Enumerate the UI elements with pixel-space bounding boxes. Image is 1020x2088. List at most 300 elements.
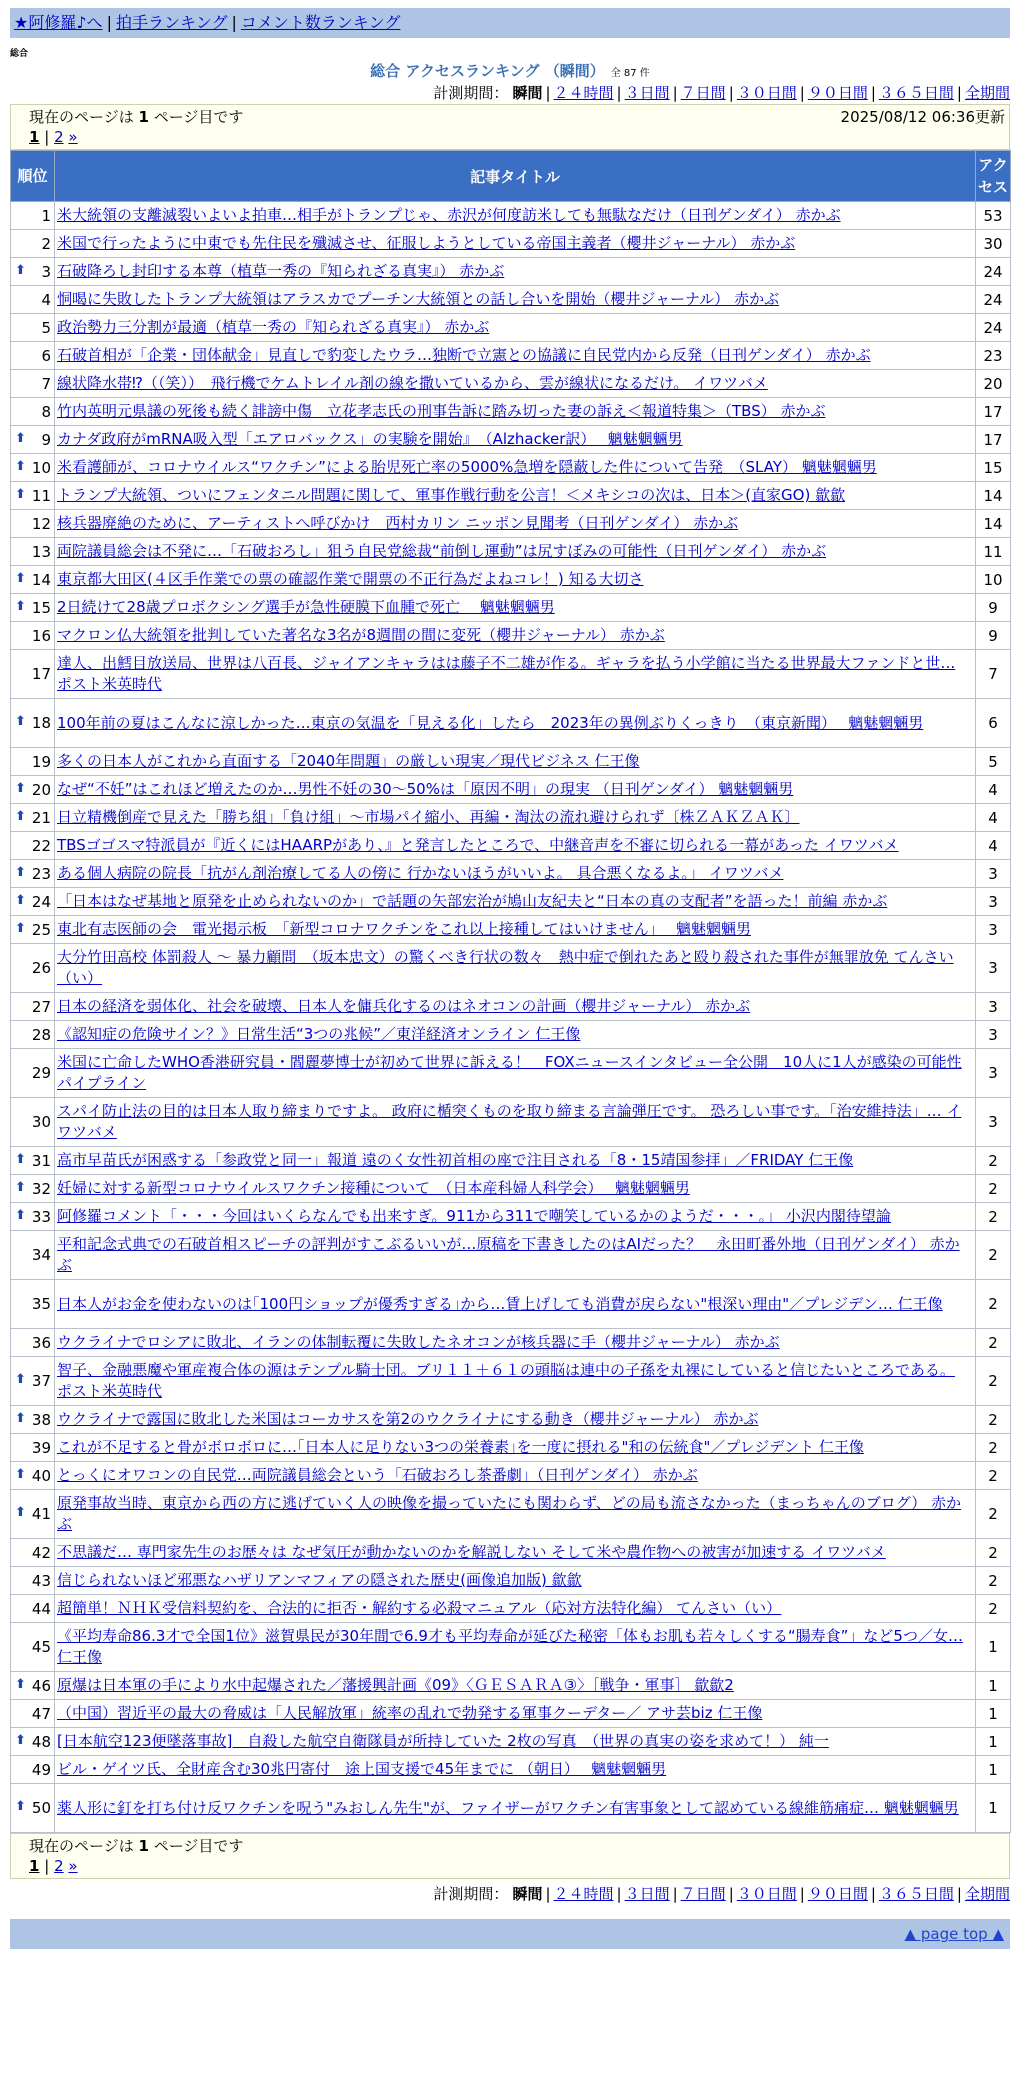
- table-row: [11, 1672, 1011, 1700]
- title-cell: [55, 370, 976, 398]
- article-title-link[interactable]: TBSゴゴスマ特派員が『近くにはHAARPがあり、』と発言したところで、中継音声を不審に切られる一幕があった イワツバメ: [57, 836, 899, 854]
- clap-ranking-link[interactable]: 拍手ランキング: [115, 13, 228, 32]
- table-row: [11, 1231, 1011, 1280]
- article-title-link[interactable]: 智子、金融悪魔や軍産複合体の源はテンプル騎士団。ブリ１１＋６１の頭脳は連中の子孫を丸裸にしていると信じたいところである。 ポスト米英時代: [57, 1361, 955, 1400]
- title-cell: [55, 776, 976, 804]
- article-title-link[interactable]: 達人、出鱈目放送局、世界は八百長、ジャイアンキャラはは藤子不二雄が作る。ギャラを払う小学館に当たる世界最大ファンドと世… ポスト米英時代: [57, 654, 956, 693]
- access-count: 2: [976, 1595, 1011, 1623]
- access-count: 23: [976, 342, 1011, 370]
- up-arrow-icon: ⬆: [15, 1207, 26, 1223]
- article-title-link[interactable]: 核兵器廃絶のために、アーティストへ呼びかけ 西村カリン ニッポン見聞考（日刊ゲンダイ） 赤かぶ: [57, 514, 739, 532]
- article-title-link[interactable]: 竹内英明元県議の死後も続く誹謗中傷 立花孝志氏の刑事告訴に踏み切った妻の訴え＜報道特集＞（TBS） 赤かぶ: [57, 402, 826, 420]
- access-count: 1: [976, 1623, 1011, 1672]
- rank-cell: [11, 1623, 55, 1672]
- rank-number: 24: [31, 892, 51, 911]
- title-cell: [55, 1175, 976, 1203]
- access-count: 2: [976, 1203, 1011, 1231]
- rank-number: 1: [41, 206, 51, 225]
- up-arrow-icon: ⬆: [15, 262, 26, 278]
- up-arrow-icon: ⬆: [15, 1732, 26, 1748]
- table-row: [11, 202, 1011, 230]
- article-title-link[interactable]: 米看護師が、コロナウイルス“ワクチン”による胎児死亡率の5000%急増を隠蔽した件について告発 （SLAY） 魑魅魍魎男: [57, 458, 877, 476]
- page-status-suffix: ページ目です: [153, 1837, 244, 1855]
- rank-number: 38: [31, 1410, 51, 1429]
- rank-number: 19: [31, 752, 51, 771]
- article-title-link[interactable]: 日立精機倒産で見えた「勝ち組」「負け組」〜市場パイ縮小、再編・淘汰の流れ避けられず〔株ＺＡＫＺＡＫ〕: [57, 808, 800, 826]
- table-row: [11, 230, 1011, 258]
- article-title-link[interactable]: 石破首相が「企業・団体献金」見直しで豹変したウラ…独断で立憲との協議に自民党内から反発（日刊ゲンダイ） 赤かぶ: [57, 346, 871, 364]
- rank-number: 27: [31, 997, 51, 1016]
- up-arrow-icon: ⬆: [15, 1799, 26, 1814]
- rank-cell: [11, 202, 55, 230]
- table-row: [11, 1539, 1011, 1567]
- access-count: 10: [976, 566, 1011, 594]
- access-count: 53: [976, 202, 1011, 230]
- access-count: 14: [976, 510, 1011, 538]
- access-count: 3: [976, 944, 1011, 993]
- table-row: [11, 1434, 1011, 1462]
- rank-number: 32: [31, 1179, 51, 1198]
- period-option-link[interactable]: ７日間: [680, 1885, 726, 1903]
- access-count: 4: [976, 832, 1011, 860]
- table-row: [11, 1700, 1011, 1728]
- title-cell: [55, 314, 976, 342]
- title-cell: [55, 622, 976, 650]
- access-count: 2: [976, 1567, 1011, 1595]
- table-row: [11, 1462, 1011, 1490]
- article-title-link[interactable]: ウクライナでロシアに敗北、イランの体制転覆に失敗したネオコンが核兵器に手（櫻井ジャーナル） 赤かぶ: [57, 1333, 780, 1351]
- table-row: [11, 258, 1011, 286]
- page-status-suffix: ページ目です: [153, 108, 244, 126]
- period-option-link[interactable]: ７日間: [680, 84, 726, 102]
- up-arrow-icon: ⬆: [15, 1151, 26, 1167]
- access-count: 24: [976, 314, 1011, 342]
- rank-cell: [11, 398, 55, 426]
- period-label: 計測期間：: [433, 84, 509, 102]
- article-title-link[interactable]: 日本の経済を弱体化、社会を破壊、日本人を傭兵化するのはネオコンの計画（櫻井ジャーナル） 赤かぶ: [57, 997, 751, 1015]
- title-cell: [55, 1595, 976, 1623]
- period-option-link[interactable]: ３６５日間: [878, 84, 954, 102]
- rank-cell: [11, 888, 55, 916]
- title-cell: [55, 916, 976, 944]
- rank-number: 23: [31, 864, 51, 883]
- period-option-link[interactable]: ３６５日間: [878, 1885, 954, 1903]
- rank-number: 30: [31, 1113, 51, 1131]
- up-arrow-icon: ⬆: [15, 1372, 26, 1387]
- access-count: 2: [976, 1280, 1011, 1329]
- article-title-link[interactable]: 原爆は日本軍の手により水中起爆された／藩援興計画《09》〈ＧＥＳＡＲＡ③〉［戦争・軍事］ 歙歙2: [57, 1676, 734, 1694]
- home-link[interactable]: ★阿修羅♪へ: [14, 13, 103, 32]
- period-label: 計測期間：: [433, 1885, 509, 1903]
- article-title-link[interactable]: トランプ大統領、ついにフェンタニル問題に関して、軍事作戦行動を公言！＜メキシコの次は、日本＞(直家GO) 歙歙: [57, 486, 846, 504]
- access-count: 17: [976, 398, 1011, 426]
- rank-number: 33: [31, 1207, 51, 1226]
- title-cell: [55, 1784, 976, 1833]
- rank-number: 45: [31, 1638, 51, 1656]
- table-row: [11, 566, 1011, 594]
- article-title-link[interactable]: 薬人形に釘を打ち付け反ワクチンを呪う"みおしん先生"が、ファイザーがワクチン有害事象として認めている線維筋痛症… 魑魅魍魎男: [57, 1798, 959, 1817]
- page-separator: |: [44, 1857, 50, 1875]
- rank-cell: [11, 776, 55, 804]
- article-title-link[interactable]: 両院議員総会は不発に…「石破おろし」狙う自民党総裁“前倒し運動”は尻すぼみの可能性（日刊ゲンダイ） 赤かぶ: [57, 542, 827, 560]
- section-label: 総合: [10, 49, 29, 59]
- rank-cell: [11, 1700, 55, 1728]
- period-option-link[interactable]: ９０日間: [807, 84, 868, 102]
- rank-number: 21: [31, 808, 51, 827]
- article-title-link[interactable]: 東京都大田区(４区手作業での票の確認作業で開票の不正行為だよねコレ！) 知る大切さ: [57, 570, 644, 588]
- article-title-link[interactable]: ビル・ゲイツ氏、全財産含む30兆円寄付 途上国支援で45年までに （朝日） 魑魅魍魎男: [57, 1760, 667, 1778]
- nav-separator: |: [106, 13, 112, 32]
- article-title-link[interactable]: （中国）習近平の最大の脅威は「人民解放軍」統率の乱れで勃発する軍事クーデター／ アサ芸biz 仁王像: [57, 1704, 763, 1722]
- rank-cell: [11, 748, 55, 776]
- rank-number: 10: [31, 458, 51, 477]
- article-title-link[interactable]: 米国で行ったように中東でも先住民を殲滅させ、征服しようとしている帝国主義者（櫻井ジャーナル） 赤かぶ: [57, 234, 796, 252]
- article-title-link[interactable]: 線状降水帯⁉（（笑）） 飛行機でケムトレイル剤の線を撒いているから、雲が線状になるだけ。 イワツバメ: [57, 374, 768, 392]
- rank-number: 42: [31, 1543, 51, 1562]
- rank-cell: [11, 454, 55, 482]
- table-row: [11, 398, 1011, 426]
- title-cell: [55, 1623, 976, 1672]
- article-title-link[interactable]: 恫喝に失敗したトランプ大統領はアラスカでプーチン大統領との話し合いを開始（櫻井ジャーナル） 赤かぶ: [57, 290, 780, 308]
- table-row: [11, 1021, 1011, 1049]
- title-cell: [55, 1567, 976, 1595]
- up-arrow-icon: ⬆: [15, 430, 26, 446]
- article-title-link[interactable]: 妊婦に対する新型コロナウイルスワクチン接種について （日本産科婦人科学会） 魑魅魍魎男: [57, 1179, 690, 1197]
- rank-cell: [11, 1406, 55, 1434]
- total-count: 全 87 件: [610, 68, 650, 79]
- period-option-link[interactable]: ３０日間: [736, 84, 797, 102]
- table-row: [11, 916, 1011, 944]
- period-separator: |: [672, 1885, 678, 1903]
- title-cell: [55, 286, 976, 314]
- rank-cell: [11, 650, 55, 699]
- page-status-prefix: 現在のページは: [29, 1837, 134, 1855]
- access-count: 2: [976, 1406, 1011, 1434]
- table-row: [11, 594, 1011, 622]
- rank-cell: [11, 1147, 55, 1175]
- article-title-link[interactable]: 多くの日本人がこれから直面する「2040年問題」の厳しい現実／現代ビジネス 仁王像: [57, 752, 640, 770]
- rank-cell: [11, 699, 55, 748]
- period-option-link[interactable]: ３日間: [624, 84, 670, 102]
- title-cell: [55, 1231, 976, 1280]
- rank-number: 7: [41, 374, 51, 393]
- article-title-link[interactable]: 阿修羅コメント「・・・今回はいくらなんでも出来すぎ。911から311で嘲笑しているかのようだ・・・。」 小沢内閣待望論: [57, 1207, 891, 1225]
- rank-number: 50: [31, 1799, 51, 1817]
- page-status-prefix: 現在のページは: [29, 108, 134, 126]
- table-row: [11, 1784, 1011, 1833]
- article-title-link[interactable]: 米大統領の支離滅裂いよいよ拍車…相手がトランプじゃ、赤沢が何度訪米しても無駄なだけ（日刊ゲンダイ） 赤かぶ: [57, 206, 841, 224]
- article-title-link[interactable]: 信じられないほど邪悪なハザリアンマフィアの隠された歴史(画像追加版) 歙歙: [57, 1571, 582, 1589]
- article-title-link[interactable]: カナダ政府がmRNA吸入型「エアロバックス」の実験を開始』 （Alzhacker訳） 魑魅魍魎男: [57, 430, 683, 448]
- access-count: 2: [976, 1539, 1011, 1567]
- table-row: [11, 776, 1011, 804]
- rank-number: 40: [31, 1466, 51, 1485]
- article-title-link[interactable]: 《平均寿命86.3才で全国1位》滋賀県民が30年間で6.9才も平均寿命が延びた秘密「体もお肌も若々しくする“腸寿食”」など5つ／女… 仁王像: [57, 1627, 963, 1666]
- access-count: 2: [976, 1175, 1011, 1203]
- rank-number: 35: [31, 1295, 51, 1313]
- article-title-link[interactable]: [日本航空123便墜落事故] 自殺した航空自衛隊員が所持していた 2枚の写真 （世界の真実の姿を求めて！） 純一: [57, 1732, 829, 1750]
- rank-cell: [11, 993, 55, 1021]
- article-title-link[interactable]: 不思議だ… 専門家先生のお歴々は なぜ気圧が動かないのかを解説しない そして米や農作物への被害が加速する イワツバメ: [57, 1543, 886, 1561]
- rank-number: 26: [31, 959, 51, 977]
- rank-cell: [11, 622, 55, 650]
- rank-cell: [11, 482, 55, 510]
- access-count: 3: [976, 916, 1011, 944]
- rank-number: 22: [31, 836, 51, 855]
- period-separator: |: [799, 84, 805, 102]
- title-cell: [55, 1434, 976, 1462]
- title-cell: [55, 1728, 976, 1756]
- table-row: [11, 1203, 1011, 1231]
- rank-number: 4: [41, 290, 51, 309]
- rank-cell: [11, 1203, 55, 1231]
- article-title-link[interactable]: マクロン仏大統領を批判していた著名な3名が8週間の間に変死（櫻井ジャーナル） 赤かぶ: [57, 626, 665, 644]
- footer-bar: [10, 1919, 1010, 1949]
- article-title-link[interactable]: とっくにオワコンの自民党…両院議員総会という「石破おろし茶番劇」（日刊ゲンダイ） 赤かぶ: [57, 1466, 698, 1484]
- rank-number: 17: [31, 665, 51, 683]
- access-count: 4: [976, 776, 1011, 804]
- rank-cell: [11, 860, 55, 888]
- period-option-link[interactable]: ９０日間: [807, 1885, 868, 1903]
- access-count: 3: [976, 1098, 1011, 1147]
- access-count: 1: [976, 1756, 1011, 1784]
- table-row: [11, 510, 1011, 538]
- rank-number: 46: [31, 1676, 51, 1695]
- period-option-link[interactable]: 全期間: [964, 84, 1010, 102]
- article-title-link[interactable]: 原発事故当時、東京から西の方に逃げていく人の映像を撮っていたにも関わらず、どの局も流さなかった（まっちゃんのブログ） 赤かぶ: [57, 1494, 962, 1533]
- article-title-link[interactable]: 日本人がお金を使わないのは｢100円ショップが優秀すぎる｣から…賃上げしても消費が戻らない"根深い理由"／プレジデン… 仁王像: [57, 1294, 943, 1313]
- up-arrow-icon: ⬆: [15, 864, 26, 880]
- period-option-link[interactable]: ２４時間: [553, 84, 614, 102]
- title-cell: [55, 1756, 976, 1784]
- period-separator: |: [728, 1885, 734, 1903]
- table-row: [11, 482, 1011, 510]
- page: [10, 8, 1010, 1949]
- article-title-link[interactable]: 東北有志医師の会 電光掲示板 「新型コロナワクチンをこれ以上接種してはいけません」 魑魅魍魎男: [57, 920, 752, 938]
- table-row: [11, 1406, 1011, 1434]
- title-cell: [55, 566, 976, 594]
- table-row: [11, 1623, 1011, 1672]
- updated-timestamp: 2025/08/12 06:36更新: [840, 108, 1005, 126]
- access-count: 3: [976, 1049, 1011, 1098]
- page-link-2[interactable]: 2: [54, 1857, 64, 1875]
- rank-cell: [11, 1357, 55, 1406]
- title-cell: [55, 454, 976, 482]
- table-row: [11, 1357, 1011, 1406]
- rank-cell: [11, 370, 55, 398]
- access-count: 24: [976, 258, 1011, 286]
- article-title-link[interactable]: これが不足すると骨がボロボロに…｢日本人に足りない3つの栄養素｣を一度に摂れる"和の伝統食"／プレジデント 仁王像: [57, 1438, 864, 1456]
- pagination-top: [10, 104, 1010, 150]
- nav-separator: |: [231, 13, 237, 32]
- period-current: 瞬間: [512, 1885, 543, 1903]
- title-cell: [55, 888, 976, 916]
- access-count: 2: [976, 1329, 1011, 1357]
- table-row: [11, 832, 1011, 860]
- rank-cell: [11, 1462, 55, 1490]
- comment-ranking-link[interactable]: コメント数ランキング: [240, 13, 401, 32]
- access-count: 9: [976, 594, 1011, 622]
- article-title-link[interactable]: ウクライナで露国に敗北した米国はコーカサスを第2のウクライナにする動き（櫻井ジャーナル） 赤かぶ: [57, 1410, 759, 1428]
- rank-number: 41: [31, 1505, 51, 1523]
- article-title-link[interactable]: ある個人病院の院長「抗がん剤治療してる人の傍に 行かないほうがいいよ。 具合悪くなるよ。」 イワツバメ: [57, 864, 784, 882]
- table-row: [11, 454, 1011, 482]
- rank-cell: [11, 1049, 55, 1098]
- period-separator: |: [956, 84, 962, 102]
- rank-cell: [11, 230, 55, 258]
- header-rank: 順位: [11, 151, 55, 202]
- rank-cell: [11, 1490, 55, 1539]
- article-title-link[interactable]: 政治勢力三分割が最適（植草一秀の『知られざる真実』） 赤かぶ: [57, 318, 490, 336]
- page-status-number: 1: [138, 108, 149, 126]
- rank-number: 36: [31, 1333, 51, 1352]
- title-cell: [55, 699, 976, 748]
- table-row: [11, 426, 1011, 454]
- rank-cell: [11, 1539, 55, 1567]
- article-title-link[interactable]: 2日続けて28歳プロボクシング選手が急性硬膜下血腫で死亡 魑魅魍魎男: [57, 598, 555, 616]
- access-count: 2: [976, 1147, 1011, 1175]
- table-row: [11, 622, 1011, 650]
- rank-cell: [11, 1567, 55, 1595]
- up-arrow-icon: ⬆: [15, 1505, 26, 1520]
- title-cell: [55, 342, 976, 370]
- article-title-link[interactable]: スパイ防止法の目的は日本人取り締まりですよ。 政府に楯突くものを取り締まる言論弾圧です。 恐ろしい事です。「治安維持法」… イワツバメ: [57, 1102, 962, 1141]
- rank-cell: [11, 538, 55, 566]
- access-count: 1: [976, 1672, 1011, 1700]
- rank-cell: [11, 1595, 55, 1623]
- table-row: [11, 699, 1011, 748]
- rank-number: 49: [31, 1760, 51, 1779]
- rank-number: 44: [31, 1599, 51, 1618]
- rank-number: 6: [41, 346, 51, 365]
- period-option-link[interactable]: 全期間: [964, 1885, 1010, 1903]
- title-cell: [55, 1490, 976, 1539]
- period-option-link[interactable]: ３日間: [624, 1885, 670, 1903]
- up-arrow-icon: ⬆: [15, 808, 26, 824]
- access-count: 9: [976, 622, 1011, 650]
- access-count: 1: [976, 1784, 1011, 1833]
- article-title-link[interactable]: なぜ“不妊”はこれほど増えたのか…男性不妊の30〜50%は「原因不明」の現実 （日刊ゲンダイ） 魑魅魍魎男: [57, 780, 794, 798]
- access-count: 3: [976, 888, 1011, 916]
- rank-number: 31: [31, 1151, 51, 1170]
- access-count: 24: [976, 286, 1011, 314]
- article-title-link[interactable]: 100年前の夏はこんなに涼しかった…東京の気温を「見える化」したら 2023年の異例ぶりくっきり （東京新聞） 魑魅魍魎男: [57, 713, 924, 732]
- period-separator: |: [545, 84, 551, 102]
- up-arrow-icon: ⬆: [15, 1676, 26, 1692]
- title-cell: [55, 510, 976, 538]
- up-arrow-icon: ⬆: [15, 920, 26, 936]
- rank-number: 16: [31, 626, 51, 645]
- access-count: 17: [976, 426, 1011, 454]
- period-separator: |: [799, 1885, 805, 1903]
- title-cell: [55, 1406, 976, 1434]
- access-count: 1: [976, 1700, 1011, 1728]
- period-separator: |: [545, 1885, 551, 1903]
- page-next-link[interactable]: »: [68, 128, 78, 146]
- period-separator: |: [616, 84, 622, 102]
- rank-cell: [11, 426, 55, 454]
- period-option-link[interactable]: ２４時間: [553, 1885, 614, 1903]
- access-count: 2: [976, 1357, 1011, 1406]
- title-cell: [55, 944, 976, 993]
- rank-cell: [11, 1329, 55, 1357]
- rank-cell: [11, 1728, 55, 1756]
- rank-number: 5: [41, 318, 51, 337]
- table-row: [11, 804, 1011, 832]
- article-title-link[interactable]: 「日本はなぜ基地と原発を止められないのか」で話題の矢部宏治が鳩山友紀夫と“日本の真の支配者”を語った！前編 赤かぶ: [57, 892, 888, 910]
- title-cell: [55, 993, 976, 1021]
- rank-cell: [11, 286, 55, 314]
- rank-number: 47: [31, 1704, 51, 1723]
- article-title-link[interactable]: 高市早苗氏が困惑する「参政党と同一」報道 遠のく女性初首相の座で注目される「8・15靖国参拝」／FRIDAY 仁王像: [57, 1151, 854, 1169]
- ranking-title: 総合 アクセスランキング （瞬間）: [370, 62, 605, 80]
- rank-number: 3: [41, 262, 51, 281]
- rank-cell: [11, 804, 55, 832]
- rank-cell: [11, 1280, 55, 1329]
- title-cell: [55, 1049, 976, 1098]
- page-next-link[interactable]: »: [68, 1857, 78, 1875]
- up-arrow-icon: ⬆: [15, 892, 26, 908]
- access-count: 15: [976, 454, 1011, 482]
- table-row: [11, 370, 1011, 398]
- page-status-number: 1: [138, 1837, 149, 1855]
- rank-number: 2: [41, 234, 51, 253]
- title-cell: [55, 594, 976, 622]
- rank-number: 48: [31, 1732, 51, 1751]
- rank-cell: [11, 1231, 55, 1280]
- title-cell: [55, 1280, 976, 1329]
- title-cell: [55, 258, 976, 286]
- page-top-link[interactable]: ▲ page top ▲: [904, 1925, 1004, 1943]
- title-cell: [55, 426, 976, 454]
- rank-cell: [11, 1784, 55, 1833]
- rank-number: 18: [31, 714, 51, 732]
- rank-cell: [11, 342, 55, 370]
- table-row: [11, 944, 1011, 993]
- article-title-link[interactable]: 平和記念式典での石破首相スピーチの評判がすこぶるいいが…原稿を下書きしたのはAIだった？ 永田町番外地（日刊ゲンダイ） 赤かぶ: [57, 1235, 960, 1274]
- page-link-2[interactable]: 2: [54, 128, 64, 146]
- period-separator: |: [616, 1885, 622, 1903]
- article-title-link[interactable]: 大分竹田高校 体罰殺人 〜 暴力顧問 （坂本忠文）の驚くべき行状の数々 熱中症で倒れたあと殴り殺された事件が無罪放免 てんさい（い）: [57, 948, 954, 987]
- article-title-link[interactable]: 米国に亡命したWHO香港研究員・閻麗夢博士が初めて世界に訴える！ FOXニュースインタビュー全公開 10人に1人が感染の可能性 パイプライン: [57, 1053, 962, 1092]
- rank-cell: [11, 1434, 55, 1462]
- article-title-link[interactable]: 超簡単！ＮＨＫ受信料契約を、合法的に拒否・解約する必殺マニュアル（応対方法特化編） てんさい（い）: [57, 1599, 782, 1617]
- rank-number: 29: [31, 1064, 51, 1082]
- period-separator: |: [728, 84, 734, 102]
- up-arrow-icon: ⬆: [15, 1179, 26, 1195]
- up-arrow-icon: ⬆: [15, 780, 26, 796]
- title-cell: [55, 832, 976, 860]
- rank-cell: [11, 566, 55, 594]
- access-count: 1: [976, 1728, 1011, 1756]
- up-arrow-icon: ⬆: [15, 486, 26, 502]
- period-option-link[interactable]: ３０日間: [736, 1885, 797, 1903]
- access-count: 5: [976, 748, 1011, 776]
- rank-number: 15: [31, 598, 51, 617]
- table-row: [11, 1147, 1011, 1175]
- table-row: [11, 1049, 1011, 1098]
- period-separator: |: [672, 84, 678, 102]
- period-selector-bottom: [10, 1883, 1010, 1905]
- period-separator: |: [870, 1885, 876, 1903]
- rank-number: 39: [31, 1438, 51, 1457]
- rank-cell: [11, 916, 55, 944]
- article-title-link[interactable]: 《認知症の危険サイン？》日常生活“3つの兆候”／東洋経済オンライン 仁王像: [57, 1025, 581, 1043]
- rank-cell: [11, 1175, 55, 1203]
- title-cell: [55, 1700, 976, 1728]
- article-title-link[interactable]: 石破降ろし封印する本尊（植草一秀の『知られざる真実』） 赤かぶ: [57, 262, 505, 280]
- title-cell: [55, 538, 976, 566]
